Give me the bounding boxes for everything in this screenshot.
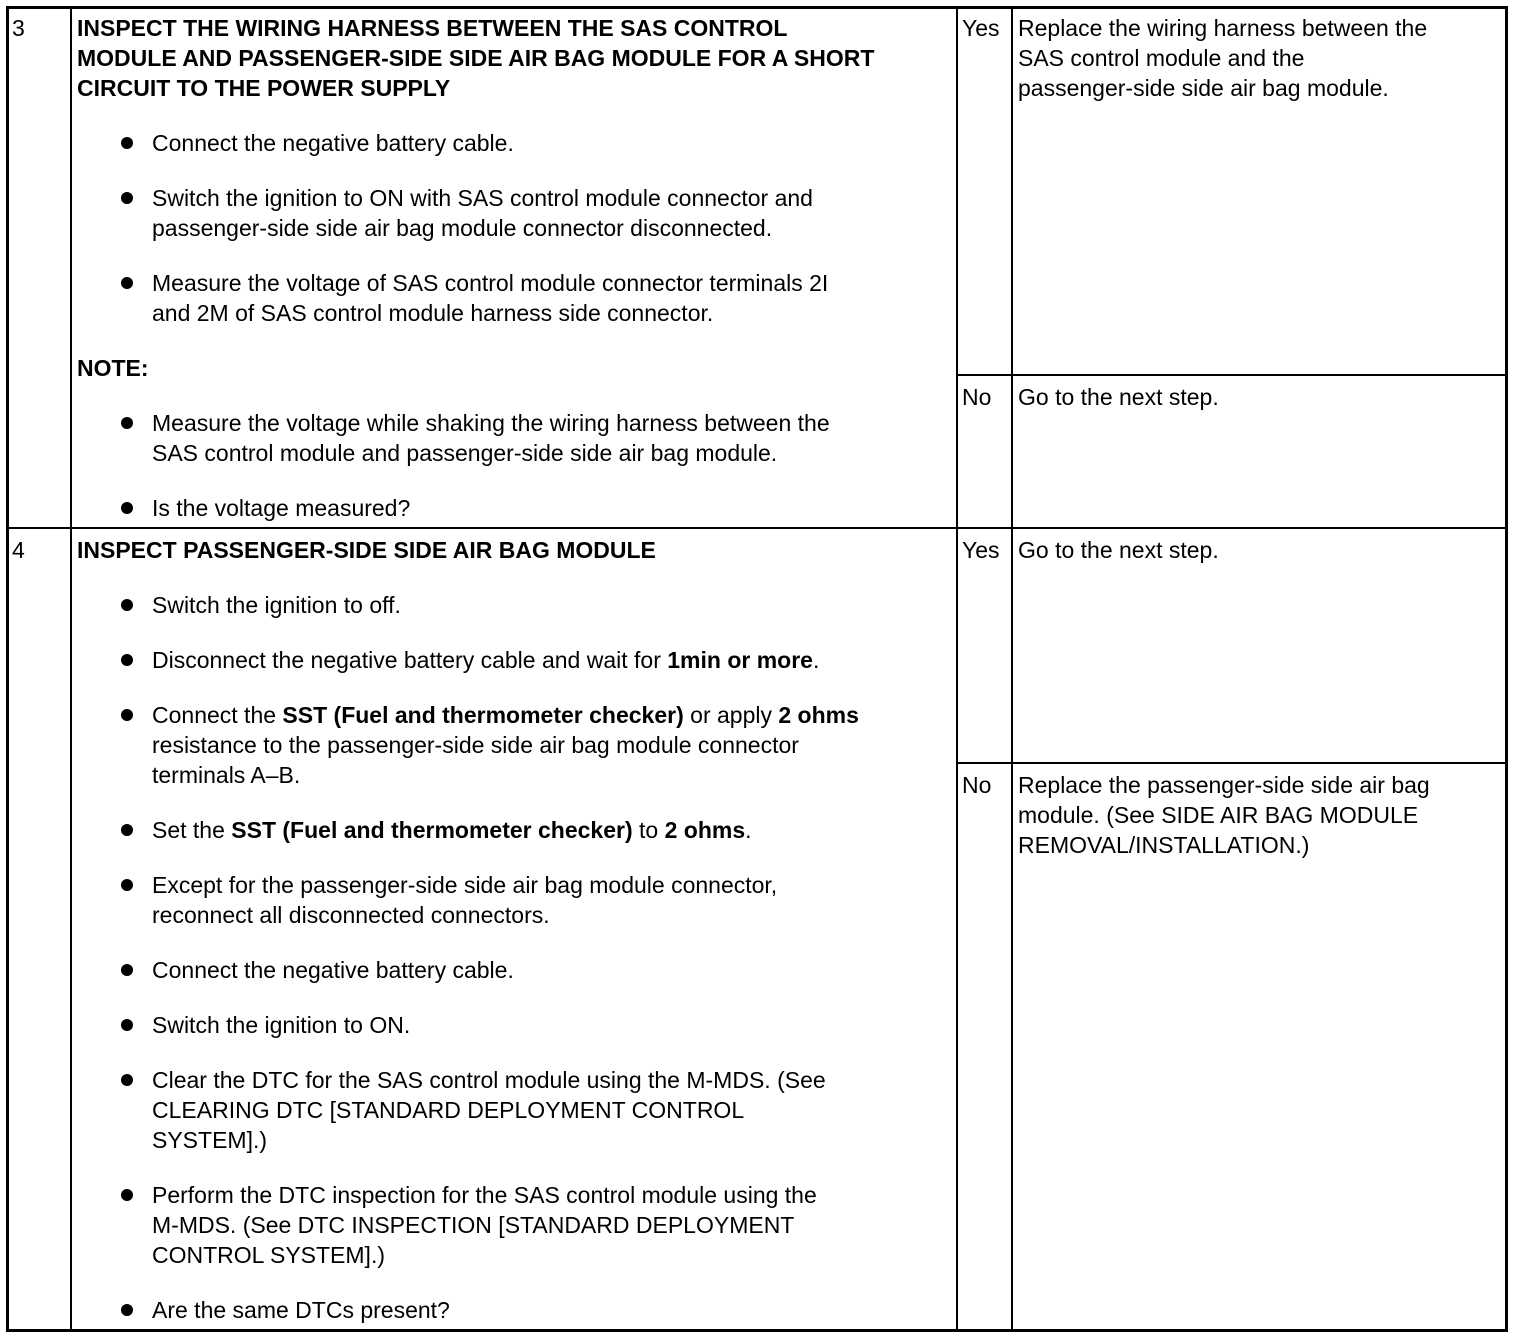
bullet-icon: [121, 1074, 133, 1086]
step-heading: INSPECT THE WIRING HARNESS BETWEEN THE SAS CONTROL: [77, 15, 788, 41]
bullet-text: Measure the voltage of SAS control module connector terminals 2I: [152, 270, 829, 296]
step-heading: INSPECT PASSENGER-SIDE SIDE AIR BAG MODULE: [77, 537, 656, 563]
yes-action-text: Replace the wiring harness between the: [1018, 15, 1428, 41]
result-yes-label: Yes: [962, 15, 1000, 41]
bullet-icon: [121, 654, 133, 666]
bullet-icon: [121, 1019, 133, 1031]
bullet-text: Except for the passenger-side side air bag module connector,: [152, 872, 778, 898]
bullet-icon: [121, 277, 133, 289]
bullet-text: terminals A–B.: [152, 762, 301, 788]
bullet-text: and 2M of SAS control module harness side connector.: [152, 300, 714, 326]
bullet-icon: [121, 502, 133, 514]
bullet-text: Switch the ignition to ON.: [152, 1012, 411, 1038]
row-divider-step3-4: [7, 527, 1507, 529]
bullet-text: M-MDS. (See DTC INSPECTION [STANDARD DEPLOYMENT: [152, 1212, 795, 1238]
bullet-text: Perform the DTC inspection for the SAS control module using the: [152, 1182, 817, 1208]
bullet-text: Are the same DTCs present?: [152, 1297, 450, 1323]
bullet-text: Connect the negative battery cable.: [152, 130, 514, 156]
yes-action-text: SAS control module and the: [1018, 45, 1305, 71]
no-action-text: Go to the next step.: [1018, 384, 1219, 410]
no-action-text: module. (See SIDE AIR BAG MODULE: [1018, 802, 1419, 828]
bullet-icon: [121, 1304, 133, 1316]
bullet-text: passenger-side side air bag module connector disconnected.: [152, 215, 773, 241]
step-number: 4: [12, 537, 25, 563]
bullet-text: Connect the negative battery cable.: [152, 957, 514, 983]
bullet-icon: [121, 1189, 133, 1201]
step-heading: CIRCUIT TO THE POWER SUPPLY: [77, 75, 451, 101]
row-divider-step3-yes-no: [956, 374, 1507, 376]
bullet-text: SYSTEM].): [152, 1127, 268, 1153]
bullet-text: Is the voltage measured?: [152, 495, 411, 521]
bullet-text: CONTROL SYSTEM].): [152, 1242, 385, 1268]
bullet-icon: [121, 599, 133, 611]
bullet-icon: [121, 879, 133, 891]
bullet-text: Connect the SST (Fuel and thermometer checker) or apply 2 ohms: [152, 702, 859, 728]
yes-action-text: passenger-side side air bag module.: [1018, 75, 1389, 101]
yes-action-text: Go to the next step.: [1018, 537, 1219, 563]
bullet-icon: [121, 137, 133, 149]
note-label: NOTE:: [77, 355, 149, 381]
bullet-text: Switch the ignition to ON with SAS control module connector and: [152, 185, 813, 211]
bullet-icon: [121, 192, 133, 204]
row-divider-step4-yes-no: [956, 762, 1507, 764]
result-yes-label: Yes: [962, 537, 1000, 563]
col-divider-number: [70, 7, 72, 1331]
bullet-text: SAS control module and passenger-side side air bag module.: [152, 440, 778, 466]
col-divider-result: [956, 7, 958, 1331]
bullet-text: Disconnect the negative battery cable and wait for 1min or more.: [152, 647, 820, 673]
bullet-text: reconnect all disconnected connectors.: [152, 902, 550, 928]
result-no-label: No: [962, 384, 992, 410]
result-no-label: No: [962, 772, 992, 798]
col-divider-action: [1011, 7, 1013, 1331]
step-number: 3: [12, 15, 25, 41]
no-action-text: REMOVAL/INSTALLATION.): [1018, 832, 1310, 858]
bullet-text: Measure the voltage while shaking the wiring harness between the: [152, 410, 830, 436]
step-heading: MODULE AND PASSENGER-SIDE SIDE AIR BAG MODULE FOR A SHORT: [77, 45, 875, 71]
bullet-text: Switch the ignition to off.: [152, 592, 401, 618]
bullet-icon: [121, 417, 133, 429]
bullet-icon: [121, 964, 133, 976]
bullet-text: resistance to the passenger-side side air bag module connector: [152, 732, 799, 758]
no-action-text: Replace the passenger-side side air bag: [1018, 772, 1430, 798]
bullet-icon: [121, 709, 133, 721]
bullet-text: Clear the DTC for the SAS control module using the M-MDS. (See: [152, 1067, 826, 1093]
bullet-icon: [121, 824, 133, 836]
bullet-text: Set the SST (Fuel and thermometer checker) to 2 ohms.: [152, 817, 752, 843]
bullet-text: CLEARING DTC [STANDARD DEPLOYMENT CONTROL: [152, 1097, 745, 1123]
